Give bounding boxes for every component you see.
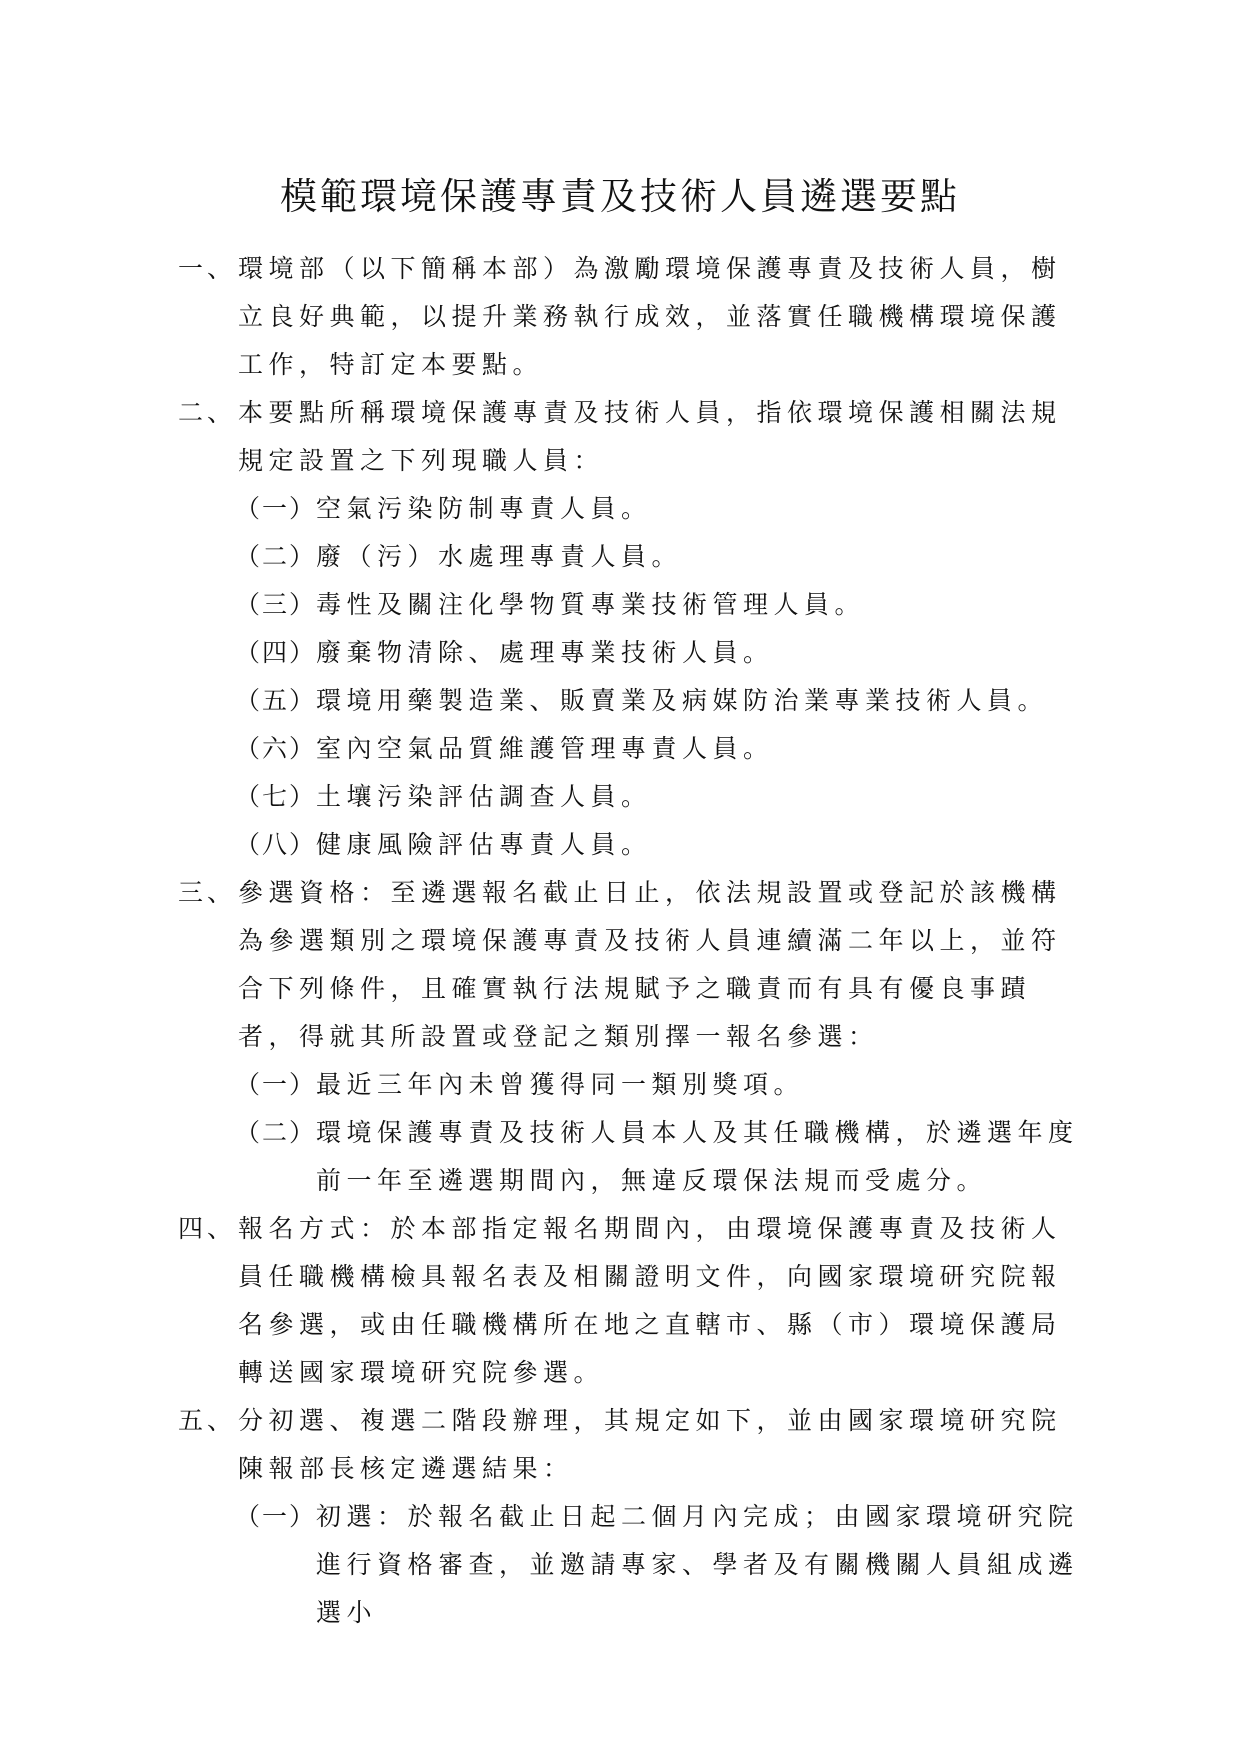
subitem-marker: （二） xyxy=(235,1118,317,1147)
section-1 xyxy=(178,245,1088,389)
subitem xyxy=(235,1061,1088,1109)
subitem-text: 初選：於報名截止日起二個月內完成；由國家環境研究院進行資格審查，並邀請專家、學者及有關機關人員組成遴選小 xyxy=(316,1502,1079,1627)
section-2 xyxy=(178,389,1088,485)
subitem-text: 最近三年內未曾獲得同一類別獎項。 xyxy=(316,1070,805,1099)
subitem-text: 土壤污染評估調查人員。 xyxy=(316,782,652,811)
subitem xyxy=(235,629,1088,677)
subitem xyxy=(235,821,1088,869)
subitem-marker: （六） xyxy=(235,734,317,763)
document-title: 模範環境保護專責及技術人員遴選要點 xyxy=(280,175,960,218)
section-text: 報名方式：於本部指定報名期間內，由環境保護專責及技術人員任職機構檢具報名表及相關證明文件，向國家環境研究院報名參選，或由任職機構所在地之直轄市、縣（市）環境保護局轉送國家環境研究院參選。 xyxy=(238,1214,1062,1387)
section-marker: 一、 xyxy=(178,254,237,283)
subitem-text: 空氣污染防制專責人員。 xyxy=(316,494,652,523)
section-5 xyxy=(178,1397,1088,1493)
subitem-marker: （二） xyxy=(235,542,317,571)
section-text: 本要點所稱環境保護專責及技術人員，指依環境保護相關法規規定設置之下列現職人員： xyxy=(238,398,1062,475)
section-text: 參選資格：至遴選報名截止日止，依法規設置或登記於該機構為參選類別之環境保護專責及技術人員連續滿二年以上，並符合下列條件，且確實執行法規賦予之職責而有具有優良事蹟者，得就其所設置或登記之類別擇一報名參選： xyxy=(238,878,1062,1051)
document-body xyxy=(178,245,1088,1637)
subitem-text: 環境保護專責及技術人員本人及其任職機構，於遴選年度前一年至遴選期間內，無違反環保法規而受處分。 xyxy=(316,1118,1079,1195)
section-marker: 五、 xyxy=(178,1406,237,1435)
section-text: 分初選、複選二階段辦理，其規定如下，並由國家環境研究院陳報部長核定遴選結果： xyxy=(238,1406,1062,1483)
subitem-marker: （三） xyxy=(235,590,317,619)
section-3 xyxy=(178,869,1088,1061)
subitem-text: 環境用藥製造業、販賣業及病媒防治業專業技術人員。 xyxy=(316,686,1049,715)
subitem-marker: （一） xyxy=(235,1502,317,1531)
subitem xyxy=(235,773,1088,821)
subitem-marker: （四） xyxy=(235,638,317,667)
subitem-marker: （七） xyxy=(235,782,317,811)
subitem xyxy=(235,533,1088,581)
section-marker: 三、 xyxy=(178,878,237,907)
subitem xyxy=(235,1493,1088,1637)
subitem xyxy=(235,1109,1088,1205)
subitem-marker: （五） xyxy=(235,686,317,715)
subitem-text: 健康風險評估專責人員。 xyxy=(316,830,652,859)
subitem-text: 廢棄物清除、處理專業技術人員。 xyxy=(316,638,774,667)
section-4 xyxy=(178,1205,1088,1397)
section-marker: 二、 xyxy=(178,398,237,427)
subitem xyxy=(235,677,1088,725)
subitem-text: 毒性及關注化學物質專業技術管理人員。 xyxy=(316,590,866,619)
subitem-marker: （一） xyxy=(235,1070,317,1099)
subitem-text: 室內空氣品質維護管理專責人員。 xyxy=(316,734,774,763)
subitem xyxy=(235,581,1088,629)
subitem-marker: （八） xyxy=(235,830,317,859)
subitem-marker: （一） xyxy=(235,494,317,523)
subitem xyxy=(235,485,1088,533)
subitem-text: 廢（污）水處理專責人員。 xyxy=(316,542,683,571)
subitem xyxy=(235,725,1088,773)
section-marker: 四、 xyxy=(178,1214,237,1243)
section-text: 環境部（以下簡稱本部）為激勵環境保護專責及技術人員，樹立良好典範，以提升業務執行成效，並落實任職機構環境保護工作，特訂定本要點。 xyxy=(238,254,1062,379)
